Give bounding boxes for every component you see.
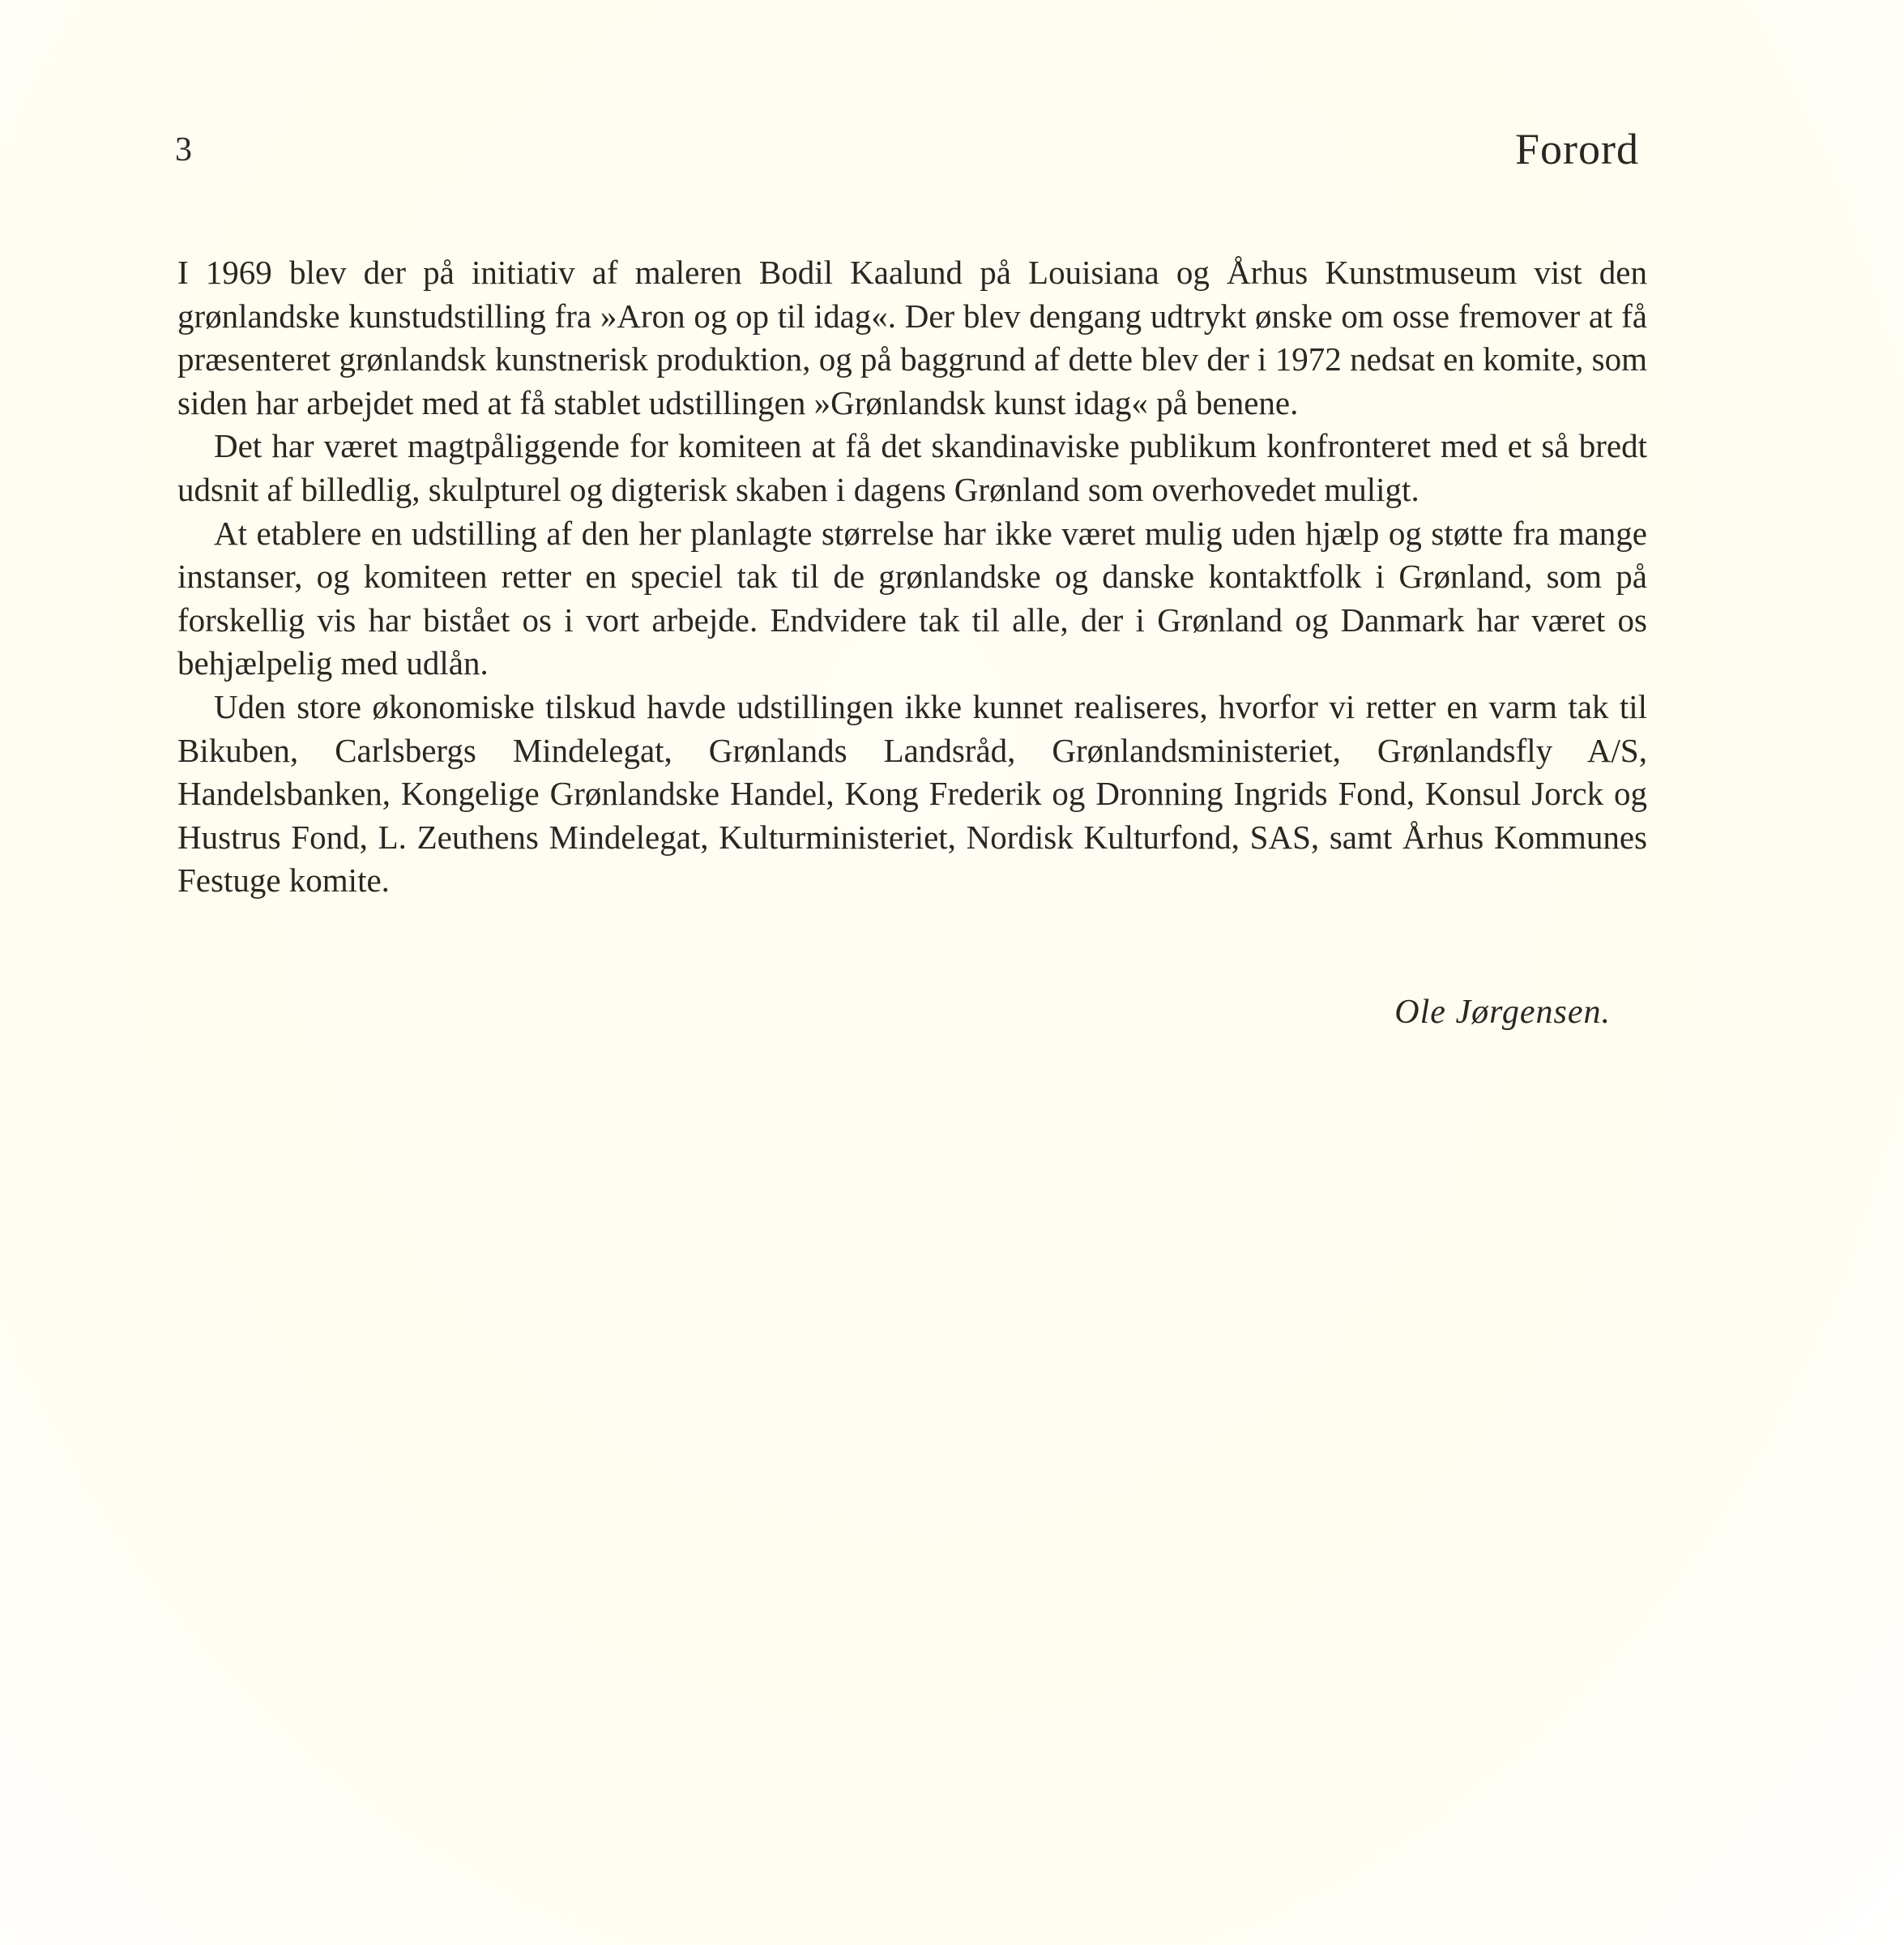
paragraph: Det har været magtpåliggende for komiteen at få det skandinaviske publikum konfronteret med et så bredt udsnit af billedlig, skulpturel og digterisk skaben i dagens Grønland som overhovedet muligt.: [177, 427, 1647, 508]
foreword-text: [177, 251, 1647, 903]
page-title: Forord: [1515, 125, 1639, 173]
paragraph: At etablere en udstilling af den her planlagte størrelse har ikke været mulig uden hjælp og støtte fra mange instanser, og komiteen retter en speciel tak til de grønlandske og danske kontaktfolk i Grønland, som på forskellig vis har bistået os i vort arbejde. Endvidere tak til alle, der i Grønland og Danmark har været os behjælpelig med udlån.: [177, 514, 1647, 682]
page-number: 3: [175, 131, 192, 169]
paragraph: Uden store økonomiske tilskud havde udstillingen ikke kunnet realiseres, hvorfor vi retter en varm tak til Bikuben, Carlsbergs Mindelegat, Grønlands Landsråd, Grønlandsministeriet, Grønlandsfly A/S, Handelsbanken, Kongelige Grønlandske Handel, Kong Frederik og Dronning Ingrids Fond, Konsul Jorck og Hustrus Fond, L. Zeuthens Mindelegat, Kulturministeriet, Nordisk Kulturfond, SAS, samt Århus Kommunes Festuge komite.: [177, 687, 1647, 900]
author-signature: Ole Jørgensen.: [1394, 994, 1611, 1031]
paragraph: I 1969 blev der på initiativ af maleren Bodil Kaalund på Louisiana og Århus Kunstmuseum vist den grønlandske kunstudstilling fra »Aron og op til idag«. Der blev dengang udtrykt ønske om osse fremover at få præsenteret grønlandsk kunstnerisk produktion, og på baggrund af dette blev der i 1972 nedsat en komite, som siden har arbejdet med at få stablet udstillingen »Grønlandsk kunst idag« på benene.: [177, 254, 1647, 421]
